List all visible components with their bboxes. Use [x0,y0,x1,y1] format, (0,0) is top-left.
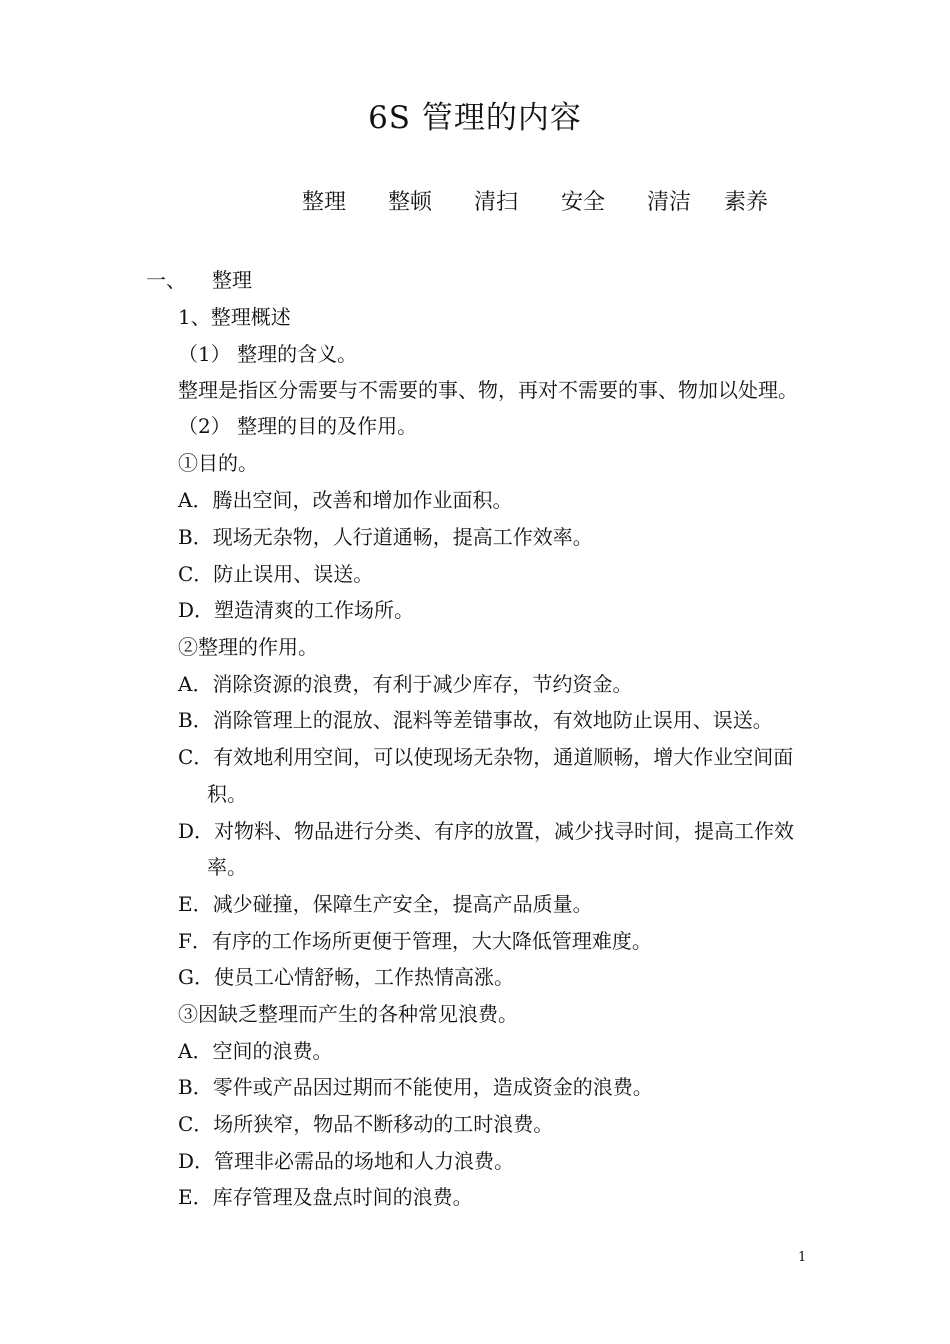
list-item: E．减少碰撞，保障生产安全，提高产品质量。 [178,892,593,916]
subtitle-item-5: 清洁 [647,190,692,215]
point-heading: （1） 整理的含义。 [178,342,358,366]
list-item: A．消除资源的浪费，有利于减少库存，节约资金。 [178,672,633,696]
list-item: D．塑造清爽的工作场所。 [178,598,415,622]
list-item: B．现场无杂物，人行道通畅，提高工作效率。 [178,525,593,549]
list-item: E．库存管理及盘点时间的浪费。 [178,1185,473,1209]
subtitle-item-2: 整顿 [388,190,433,215]
list-item: B．零件或产品因过期而不能使用，造成资金的浪费。 [178,1075,653,1099]
subtitle-item-6: 素养 [724,190,769,215]
point-heading: （2） 整理的目的及作用。 [178,414,418,438]
list-item: C．场所狭窄，物品不断移动的工时浪费。 [178,1112,554,1136]
list-item-continuation: 积。 [207,782,247,806]
list-item: B．消除管理上的混放、混料等差错事故，有效地防止误用、误送。 [178,708,773,732]
list-item: A．空间的浪费。 [178,1039,333,1063]
subtitle-item-1: 整理 [302,190,347,215]
list-item: A．腾出空间，改善和增加作业面积。 [178,488,513,512]
list-item: C．有效地利用空间，可以使现场无杂物，通道顺畅，增大作业空间面 [178,745,794,769]
list-item: F．有序的工作场所更便于管理，大大降低管理难度。 [178,929,652,953]
page-number: 1 [798,1250,807,1265]
section-number: 一、 [146,268,186,292]
list-item: D．管理非必需品的场地和人力浪费。 [178,1149,515,1173]
section-heading: 整理 [212,268,252,292]
list-heading: ②整理的作用。 [178,635,318,659]
subtitle-item-3: 清扫 [474,190,519,215]
subtitle-item-4: 安全 [561,190,606,215]
paragraph: 整理是指区分需要与不需要的事、物，再对不需要的事、物加以处理。 [178,378,798,402]
list-item: C．防止误用、误送。 [178,562,374,586]
subsection-heading: 1、整理概述 [178,305,291,329]
list-item: D．对物料、物品进行分类、有序的放置，减少找寻时间，提高工作效 [178,819,795,843]
list-item-continuation: 率。 [207,855,247,879]
list-heading: ①目的。 [178,451,258,475]
list-heading: ③因缺乏整理而产生的各种常见浪费。 [178,1002,518,1026]
list-item: G．使员工心情舒畅，工作热情高涨。 [178,965,514,989]
page-title: 6S 管理的内容 [368,100,582,136]
